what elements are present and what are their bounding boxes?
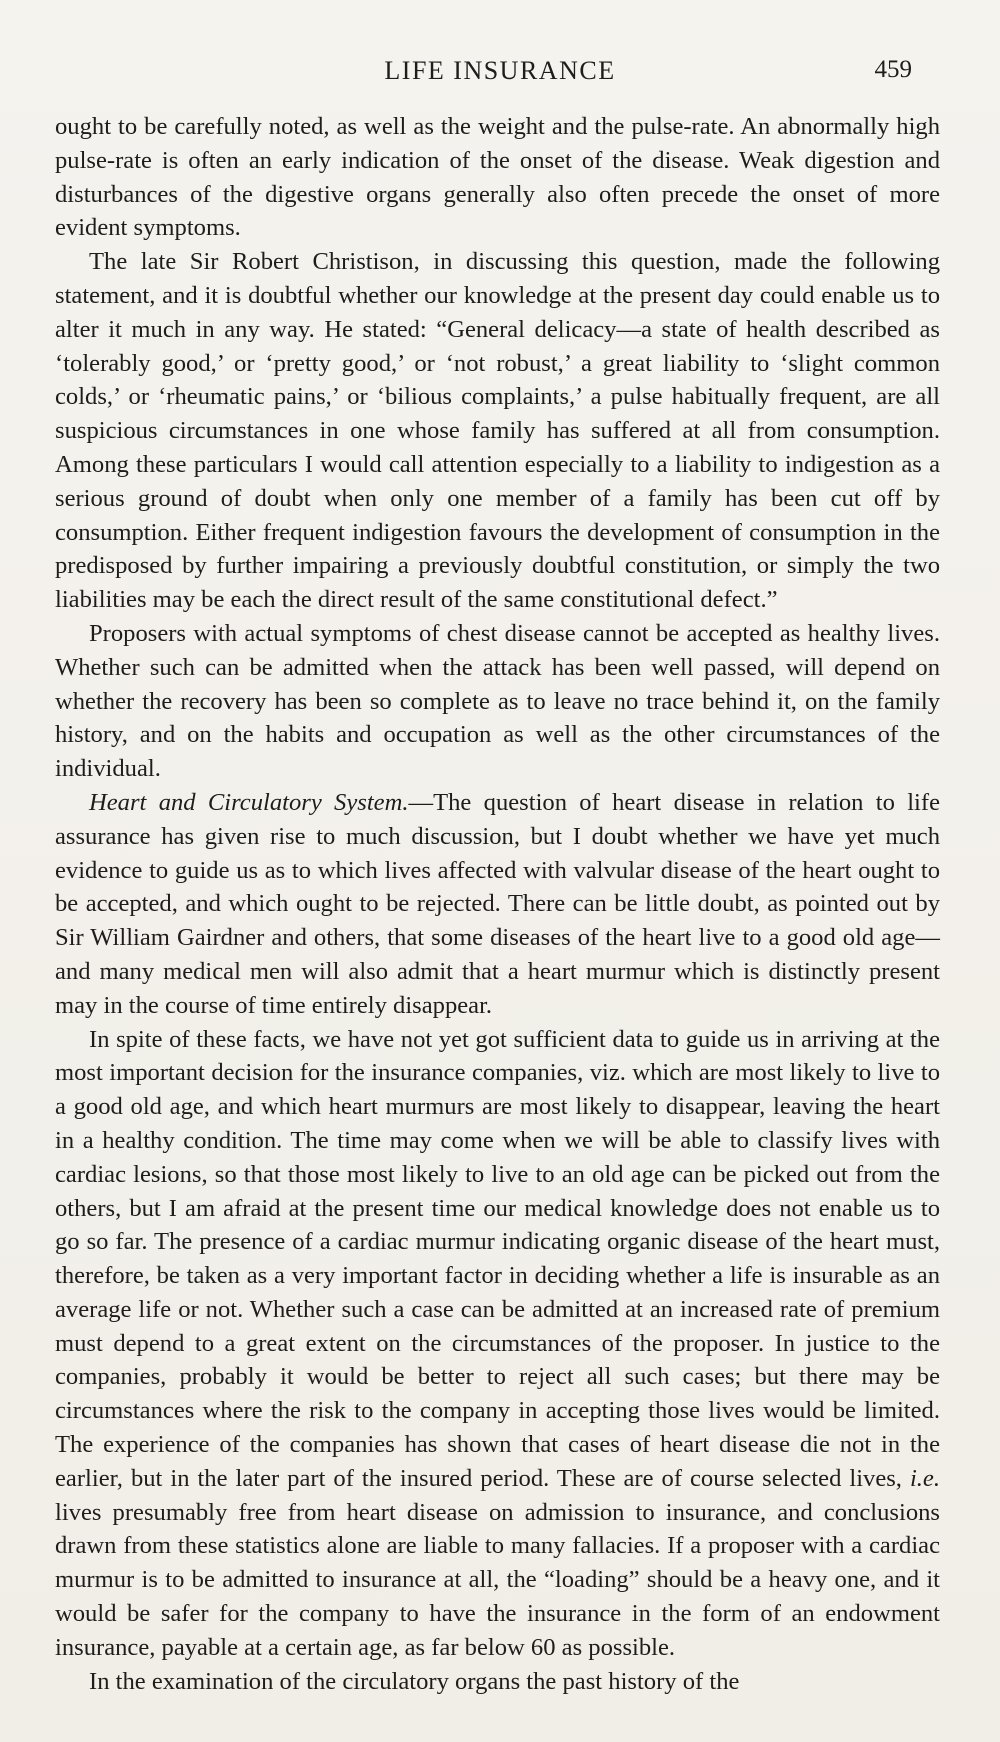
page-number: 459 <box>874 56 912 83</box>
page-header <box>70 56 930 90</box>
running-title: LIFE INSURANCE <box>384 56 616 85</box>
paragraph-1: ought to be carefully noted, as well as the weight and the pulse-rate. An abnormally high pulse-rate is often an early indication of the onset of the disease. Weak digestion and disturbances of the digestive organs generally also often precede the onset of more evident symptoms. <box>55 113 940 242</box>
paragraph-4 <box>55 786 940 1023</box>
paragraph-6: In the examination of the circulatory organs the past history of the <box>89 1667 740 1695</box>
paragraph-2: The late Sir Robert Christison, in discussing this question, made the following statement, and it is doubtful whether our knowledge at the present day could enable us to alter it much in any way. He stated: “General delicacy—a state of health described as ‘tolerably good,’ or ‘pretty good,’ or ‘not robust,’ a great liability to ‘slight common colds,’ or ‘rheumatic pains,’ or ‘bilious complaints,’ a pulse habitually frequent, are all suspicious circumstances in one whose family has suffered at all from consumption. Among these particulars I would call attention especially to a liability to indigestion as a serious ground of doubt when only one member of a family has been cut off by consumption. Either frequent indigestion favours the development of consumption in the predisposed by further impairing a previously doubtful constitution, or simply the two liabilities may be each the direct result of the same constitutional defect.” <box>55 248 940 614</box>
paragraph-5-italic: i.e. <box>909 1464 940 1492</box>
paragraph-3: Proposers with actual symptoms of chest disease cannot be accepted as healthy lives. Whether such can be admitted when the attack has been well passed, will depend on whether the recovery has been so complete as to leave no trace behind it, on the family history, and on the habits and occupation as well as the other circumstances of the individual. <box>55 619 940 783</box>
section-heading: Heart and Circulatory System. <box>89 788 409 816</box>
paragraph-5-text-1: In spite of these facts, we have not yet got sufficient data to guide us in arriving at the most important decision for the insurance companies, viz. which are most likely to live to a good old age, and which heart murmurs are most likely to disappear, leaving the heart in a healthy condition. The time may come when we will be able to classify lives with cardiac lesions, so that those most likely to live to an old age can be picked out from the others, but I am afraid at the present time our medical knowledge does not enable us to go so far. The presence of a cardiac murmur indicating organic disease of the heart must, therefore, be taken as a very important factor in deciding whether a life is insurable as an average life or not. Whether such a case can be admitted at an increased rate of premium must depend to a great extent on the circumstances of the proposer. In justice to the companies, probably it would be better to reject all such cases; but there may be circumstances where the risk to the company in accepting those lives would be limited. The experience of the companies has shown that cases of heart disease die not in the earlier, but in the later part of the insured period. These are of course selected lives, <box>55 1025 940 1492</box>
paragraph-5-text-2: lives presumably free from heart disease on admission to insurance, and conclusions drawn from these statistics alone are liable to many fallacies. If a proposer with a cardiac murmur is to be admitted to insurance at all, the “loading” should be a heavy one, and it would be safer for the company to have the insurance in the form of an endowment insurance, payable at a certain age, as far below 60 as possible. <box>55 1498 940 1661</box>
paragraph-5 <box>55 1023 940 1665</box>
paragraph-4-text: —The question of heart disease in relation to life assurance has given rise to much discussion, but I doubt whether we have yet much evidence to guide us as to which lives affected with valvular disease of the heart ought to be accepted, and which ought to be rejected. There can be little doubt, as pointed out by Sir William Gairdner and others, that some diseases of the heart live to a good old age—and many medical men will also admit that a heart murmur which is distinctly present may in the course of time entirely disappear. <box>55 788 940 1019</box>
body-text <box>55 110 940 1698</box>
